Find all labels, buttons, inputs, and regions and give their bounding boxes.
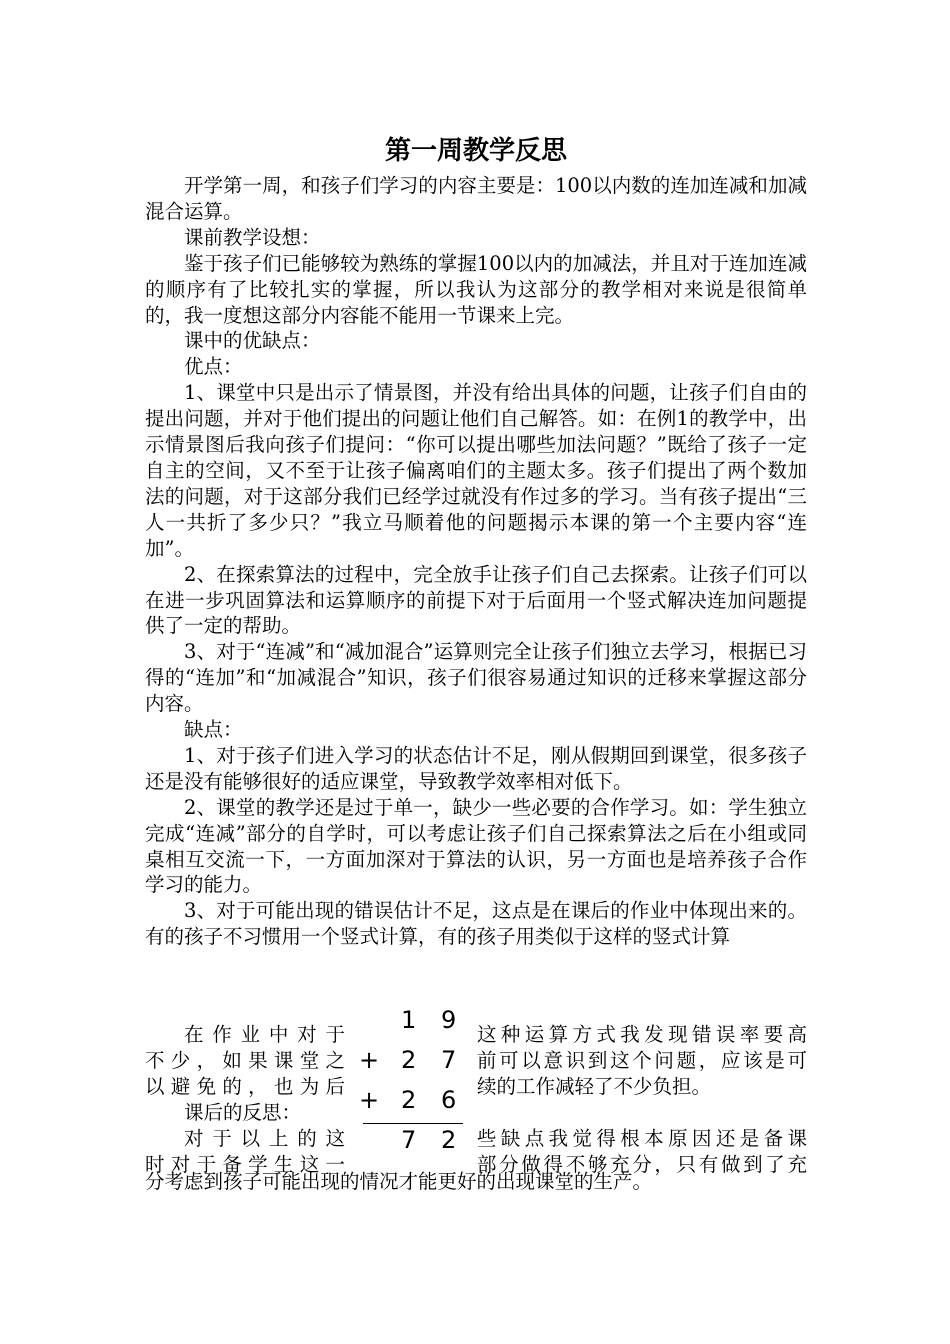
wrap-line: 时对于备学生这一 xyxy=(145,1152,345,1176)
paragraph: 3、对于可能出现的错误估计不足，这点是在课后的作业中体现出来的。有的孩子不习惯用一个竖式计算，有的孩子用类似于这样的竖式计算 xyxy=(145,899,807,949)
calc-digit: 6 xyxy=(441,1086,457,1114)
document-body xyxy=(145,173,807,950)
paragraph: 2、在探索算法的过程中，完全放手让孩子们自己去探索。让孩子们可以在进一步巩固算法和运算顺序的前提下对于后面用一个竖式解决连加问题提供了一定的帮助。 xyxy=(145,562,807,638)
paragraph: 课中的优缺点： xyxy=(184,329,321,353)
vertical-calculation xyxy=(359,1002,469,1162)
paragraph: 1、课堂中只是出示了情景图，并没有给出具体的问题，让孩子们自由的提出问题，并对于他们提出的问题让他们自己解答。如：在例1的教学中，出示情景图后我向孩子们提问：“你可以提出哪些加法问题？”既给了孩子一定自主的空间，又不至于让孩子偏离咱们的主题太多。孩子们提出了两个数加法的问题，对于这部分我们已经学过就没有作过多的学习。当有孩子提出“三人一共折了多少只？”我立马顺着他的问题揭示本课的第一个主要内容“连加”。 xyxy=(145,381,807,560)
calc-row xyxy=(359,1086,469,1116)
paragraph: 3、对于“连减”和“减加混合”运算则完全让孩子们独立去学习，根据已习得的“连加”和“加减混合”知识，孩子们很容易通过知识的迁移来掌握这部分内容。 xyxy=(145,640,807,716)
calc-digit: 2 xyxy=(401,1046,417,1074)
wrap-tail xyxy=(145,1169,807,1195)
calc-row xyxy=(359,1006,469,1036)
wrap-line: 前可以意识到这个问题，应该是可 xyxy=(477,1048,807,1072)
wrap-right-column xyxy=(477,1022,807,1177)
wrap-line: 些缺点我觉得根本原因还是备课 xyxy=(477,1126,807,1150)
calc-row xyxy=(359,1046,469,1076)
calc-operator: + xyxy=(359,1046,380,1074)
paragraph: 课前教学设想： xyxy=(184,225,321,249)
calc-digit: 9 xyxy=(441,1006,457,1034)
paragraph: 鉴于孩子们已能够较为熟练的掌握100以内的加减法，并且对于连加连减的顺序有了比较扎实的掌握，所以我认为这部分的教学相对来说是很简单的，我一度想这部分内容能不能用一节课来上完。 xyxy=(145,251,807,327)
wrap-line: 在作业中对于 xyxy=(184,1023,345,1046)
calc-digit: 2 xyxy=(401,1086,417,1114)
document-title: 第一周教学反思 xyxy=(384,136,567,166)
calc-digit: 2 xyxy=(441,1126,457,1154)
paragraph: 开学第一周，和孩子们学习的内容主要是：100以内数的连加连减和加减混合运算。 xyxy=(145,174,807,223)
paragraph: 缺点： xyxy=(184,718,243,742)
wrap-line: 以避免的，也为后 xyxy=(145,1074,345,1098)
calc-digit: 1 xyxy=(401,1006,417,1034)
wrap-line: 课后的反思： xyxy=(184,1100,302,1124)
wrap-line: 对于以上的这 xyxy=(184,1126,345,1150)
paragraph: 2、课堂的教学还是过于单一，缺少一些必要的合作学习。如：学生独立完成“连减”部分的自学时，可以考虑让孩子们自己探索算法之后在小组或同桌相互交流一下，一方面加深对于算法的认识，另一方面也是培养孩子合作学习的能力。 xyxy=(145,795,807,897)
wrap-line: 这种运算方式我发现错误率要高 xyxy=(477,1023,807,1046)
calc-underline xyxy=(363,1123,463,1124)
wrap-line: 不少，如果课堂之 xyxy=(145,1048,345,1072)
calc-result-row xyxy=(359,1126,469,1156)
wrap-line: 续的工作减轻了不少负担。 xyxy=(477,1074,712,1098)
wrap-tail-line: 分考虑到孩子可能出现的情况才能更好的出现课堂的生产。 xyxy=(145,1170,653,1193)
wrap-line: 部分做得不够充分，只有做到了充 xyxy=(477,1152,807,1176)
paragraph: 1、对于孩子们进入学习的状态估计不足，刚从假期回到课堂，很多孩子还是没有能够很好的适应课堂，导致教学效率相对低下。 xyxy=(145,743,807,793)
calc-operator: + xyxy=(359,1086,380,1114)
calc-digit: 7 xyxy=(401,1126,417,1154)
paragraph: 优点： xyxy=(184,355,243,379)
wrap-left-column xyxy=(145,1022,345,1177)
calc-digit: 7 xyxy=(441,1046,457,1074)
